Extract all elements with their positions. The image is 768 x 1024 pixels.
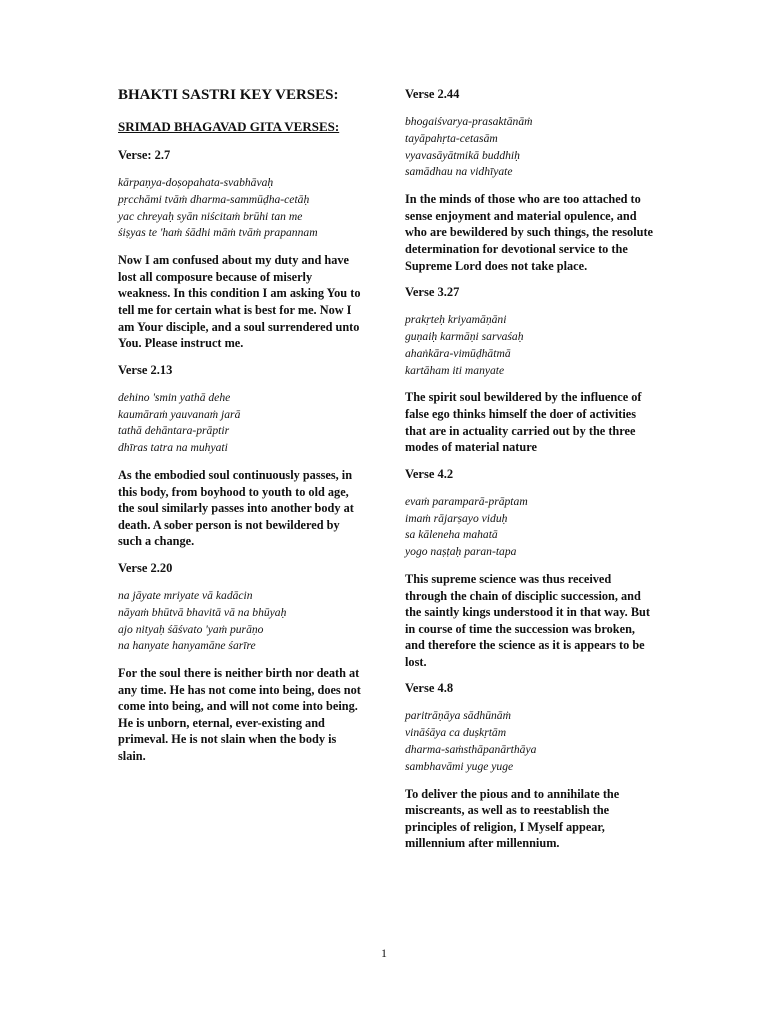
sanskrit-line: ajo nityaḥ śāśvato 'yaṁ purāṇo	[118, 622, 264, 636]
sanskrit-verse	[405, 114, 653, 181]
sanskrit-line: na jāyate mriyate vā kadācin	[118, 588, 253, 602]
verse-label: Verse 3.27	[405, 285, 460, 300]
sanskrit-line: śiṣyas te 'haṁ śādhi māṁ tvāṁ prapannam	[118, 226, 318, 240]
sanskrit-line: sa kāleneha mahatā	[405, 528, 498, 542]
sanskrit-verse	[405, 494, 653, 561]
section-heading: SRIMAD BHAGAVAD GITA VERSES:	[118, 119, 340, 134]
sanskrit-line: vyavasāyātmikā buddhiḥ	[405, 148, 520, 162]
verse-label: Verse 2.20	[118, 560, 173, 575]
verse-translation: In the minds of those who are too attached to sense enjoyment and material opulence, and who are bewildered by such things, the resolute determination for devotional service to the Supreme Lord does not take place.	[405, 192, 654, 273]
sanskrit-verse	[118, 175, 366, 242]
sanskrit-line: dhīras tatra na muhyati	[118, 441, 228, 455]
verse-block	[405, 284, 653, 456]
left-column	[118, 86, 366, 775]
verse-label: Verse 4.8	[405, 681, 454, 696]
sanskrit-line: paritrāṇāya sādhūnāṁ	[405, 709, 511, 723]
sanskrit-verse	[118, 390, 366, 457]
verse-block	[118, 362, 366, 550]
sanskrit-line: na hanyate hanyamāne śarīre	[118, 639, 256, 653]
sanskrit-line: pṛcchāmi tvāṁ dharma-sammūḍha-cetāḥ	[118, 192, 310, 206]
sanskrit-line: tayāpahṛta-cetasām	[405, 131, 498, 145]
sanskrit-line: tathā dehāntara-prāptir	[118, 424, 230, 438]
sanskrit-line: kārpaṇya-doṣopahata-svabhāvaḥ	[118, 176, 274, 189]
sanskrit-verse	[405, 708, 653, 775]
sanskrit-verse	[118, 588, 366, 655]
sanskrit-line: kaumāraṁ yauvanaṁ jarā	[118, 407, 241, 421]
verse-translation: As the embodied soul continuously passes, in this body, from boyhood to youth to old age, the soul similarly passes into another body at death. A sober person is not bewildered by such a change.	[118, 467, 354, 549]
sanskrit-line: sambhavāmi yuge yuge	[405, 759, 514, 773]
sanskrit-line: yac chreyaḥ syān niścitaṁ brūhi tan me	[118, 209, 303, 223]
document-title: BHAKTI SASTRI KEY VERSES:	[118, 87, 339, 103]
verse-block	[118, 560, 366, 765]
verse-block	[405, 680, 653, 852]
verse-label: Verse 2.13	[118, 362, 173, 377]
page-number: 1	[381, 946, 387, 960]
sanskrit-line: imaṁ rājarṣayo viduḥ	[405, 511, 508, 525]
verse-translation: For the soul there is neither birth nor death at any time. He has not come into being, does not come into being, and will not come into being. He is unborn, eternal, ever-existing and primeval. He is not slain when the body is slain.	[118, 666, 361, 764]
verse-label: Verse 4.2	[405, 466, 454, 481]
sanskrit-line: dharma-saṁsthāpanārthāya	[405, 743, 537, 757]
sanskrit-line: bhogaiśvarya-prasaktānāṁ	[405, 115, 533, 128]
sanskrit-line: vināśāya ca duṣkṛtām	[405, 726, 507, 740]
sanskrit-line: evaṁ paramparā-prāptam	[405, 494, 528, 508]
sanskrit-line: nāyaṁ bhūtvā bhavitā vā na bhūyaḥ	[118, 605, 287, 619]
verse-label: Verse 2.44	[405, 87, 460, 101]
sanskrit-line: yogo naṣṭaḥ paran-tapa	[405, 545, 517, 559]
verse-label: Verse: 2.7	[118, 148, 171, 162]
verse-translation: This supreme science was thus received through the chain of disciplic succession, and the saintly kings understood it in that way. But in course of time the succession was broken, and therefore the science as it is appears to be lost.	[405, 571, 650, 669]
verse-block	[405, 466, 653, 671]
sanskrit-line: guṇaiḥ karmāṇi sarvaśaḥ	[405, 329, 524, 343]
right-column	[405, 86, 653, 862]
sanskrit-line: prakṛteḥ kriyamāṇāni	[405, 313, 507, 327]
sanskrit-verse	[405, 312, 653, 379]
verse-translation: The spirit soul bewildered by the influence of false ego thinks himself the doer of activities that are in actuality carried out by the three modes of material nature	[405, 390, 642, 455]
sanskrit-line: ahaṅkāra-vimūḍhātmā	[405, 346, 511, 360]
verse-block	[405, 86, 653, 274]
sanskrit-line: dehino 'smin yathā dehe	[118, 390, 231, 404]
verse-translation: To deliver the pious and to annihilate the miscreants, as well as to reestablish the principles of religion, I Myself appear, millennium after millennium.	[405, 786, 620, 851]
sanskrit-line: samādhau na vidhīyate	[405, 165, 513, 179]
verse-block	[118, 147, 366, 352]
sanskrit-line: kartāham iti manyate	[405, 363, 505, 377]
verse-translation: Now I am confused about my duty and have lost all composure because of miserly weakness. In this condition I am asking You to tell me for certain what is best for me. Now I am Your disciple, and a soul surrendered unto You. Please instruct me.	[118, 253, 361, 351]
